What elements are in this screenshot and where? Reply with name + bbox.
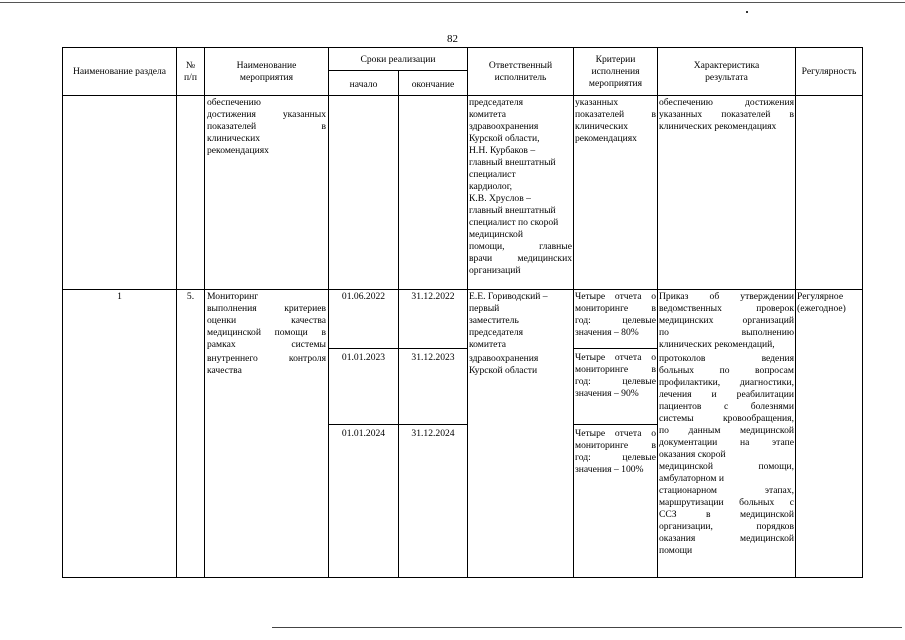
header-num-2: п/п — [184, 72, 197, 83]
text-line: оказания скорой — [659, 449, 726, 460]
text-line: мониторинге в — [575, 303, 656, 314]
text-line: клинических — [207, 133, 261, 144]
text-line: профилактики, диагностики, — [659, 377, 794, 388]
text-line: качества — [207, 365, 242, 376]
text-line: указанных — [575, 97, 619, 108]
text-line: системы кровообращения, — [659, 413, 794, 424]
header-criteria-1: Критерии — [595, 54, 636, 65]
text-line: стационарном этапах, — [659, 485, 794, 496]
text-line: Четыре отчета о — [575, 428, 656, 439]
text-line: комитета — [469, 339, 507, 350]
period-1-start: 01.06.2022 — [341, 291, 386, 302]
text-line: кардиолог, — [469, 181, 512, 192]
text-line: организации, порядков — [659, 521, 794, 532]
text-line: Приказ об утверждении — [659, 291, 794, 302]
text-line: обеспечению — [207, 97, 261, 108]
text-line: документации на этапе — [659, 437, 794, 448]
text-line: здравоохранения — [469, 121, 539, 132]
text-line: больных по вопросам — [659, 365, 794, 376]
header-start: начало — [349, 79, 378, 90]
header-num-1: № — [185, 60, 196, 71]
text-line: маршрутизации больных с — [659, 497, 794, 508]
text-line: значения – 80% — [575, 327, 639, 338]
period-2-start: 01.01.2023 — [341, 352, 386, 363]
text-line: пациентов с болезнями — [659, 401, 794, 412]
text-line: достижения указанных — [207, 109, 326, 120]
table-border-bottom — [62, 577, 863, 578]
text-line: лечения и реабилитации — [659, 389, 794, 400]
text-line: Курской области, — [469, 133, 540, 144]
table-border-top — [62, 47, 863, 48]
text-line: помощи, главные — [469, 241, 572, 252]
text-line: специалист — [469, 169, 516, 180]
text-line: указанных показателей в — [659, 109, 794, 120]
text-line: мониторинге в — [575, 440, 656, 451]
text-line: показателей в — [575, 109, 656, 120]
text-line: ССЗ в медицинской — [659, 509, 794, 520]
item-number: 5. — [186, 291, 195, 302]
text-line: клинических рекомендаций, — [659, 339, 775, 350]
table-border-left — [62, 47, 63, 578]
col-divider — [176, 47, 177, 578]
header-section: Наименование раздела — [72, 66, 167, 77]
scan-speck — [746, 11, 748, 13]
text-line: здравоохранения — [469, 353, 539, 364]
period-3-start: 01.01.2024 — [341, 428, 386, 439]
section-number: 1 — [117, 291, 122, 302]
text-line: Е.Е. Гориводский – — [469, 291, 548, 302]
col-divider — [204, 47, 205, 578]
text-line: специалист по скорой — [469, 217, 559, 228]
period-divider — [328, 348, 467, 349]
header-event-1: Наименование — [236, 60, 297, 71]
text-line: главный внештатный — [469, 205, 556, 216]
text-line: по данным медицинской — [659, 425, 794, 436]
text-line: клинических — [575, 121, 629, 132]
header-subdivider — [328, 70, 467, 71]
text-line: первый — [469, 303, 500, 314]
col-divider — [657, 47, 658, 578]
header-criteria-3: мероприятия — [588, 78, 643, 89]
text-line: рекомендациях — [207, 145, 269, 156]
col-divider — [573, 47, 574, 578]
text-line: председателя — [469, 97, 523, 108]
text-line: врачи медицинских — [469, 253, 572, 264]
header-responsible-2: исполнитель — [494, 72, 547, 83]
text-line: медицинских организаций — [659, 315, 794, 326]
text-line: Четыре отчета о — [575, 291, 656, 302]
header-terms: Сроки реализации — [360, 54, 436, 65]
header-end: окончание — [411, 79, 455, 90]
table-border-right — [862, 47, 863, 578]
text-line: медицинской помощи в — [207, 327, 326, 338]
period-2-end: 31.12.2023 — [411, 352, 455, 363]
top-scan-line — [0, 2, 905, 3]
text-line: ведомственных проверок — [659, 303, 794, 314]
text-line: медицинской помощи, — [659, 461, 794, 472]
header-result-1: Характеристика — [693, 60, 760, 71]
text-line: комитета — [469, 109, 507, 120]
text-line: значения – 100% — [575, 464, 644, 475]
text-line: Н.Н. Курбаков – — [469, 145, 536, 156]
row-divider — [62, 289, 863, 290]
header-result-2: результата — [705, 72, 748, 83]
text-line: показателей в — [207, 121, 326, 132]
period-divider — [328, 424, 467, 425]
header-criteria-2: исполнения — [591, 66, 640, 77]
period-divider — [573, 348, 657, 349]
text-line: Курской области — [469, 365, 538, 376]
text-line: клинических рекомендациях — [659, 121, 777, 132]
col-divider — [328, 47, 329, 578]
text-line: обеспечению достижения — [659, 97, 794, 108]
text-line: оценки качества — [207, 315, 326, 326]
text-line: Четыре отчета о — [575, 352, 656, 363]
header-bottom-border — [62, 95, 863, 96]
text-line: протоколов ведения — [659, 353, 794, 364]
text-line: главный внештатный — [469, 157, 556, 168]
period-3-end: 31.12.2024 — [411, 428, 455, 439]
text-line: К.В. Хруслов – — [469, 193, 531, 204]
text-line: значения – 90% — [575, 388, 639, 399]
header-regularity: Регулярность — [801, 66, 857, 77]
text-line: Мониторинг — [207, 291, 259, 302]
text-line: организаций — [469, 265, 521, 276]
text-line: год: целевые — [575, 452, 656, 463]
text-line: рамках системы — [207, 339, 326, 350]
period-divider — [573, 424, 657, 425]
text-line: год: целевые — [575, 376, 656, 387]
text-line: помощи — [659, 545, 693, 556]
text-line: год: целевые — [575, 315, 656, 326]
page-number: 82 — [447, 33, 458, 45]
text-line: председателя — [469, 327, 523, 338]
col-divider — [467, 47, 468, 578]
period-1-end: 31.12.2022 — [411, 291, 455, 302]
text-line: по выполнению — [659, 327, 794, 338]
text-line: амбулаторном и — [659, 473, 725, 484]
text-line: внутреннего контроля — [207, 353, 326, 364]
text-line: выполнения критериев — [207, 303, 326, 314]
header-responsible-1: Ответственный — [488, 60, 553, 71]
text-line: медицинской — [469, 229, 523, 240]
header-event-2: мероприятия — [239, 72, 294, 83]
col-divider — [398, 70, 399, 578]
text-line: заместитель — [469, 315, 519, 326]
text-line: мониторинге в — [575, 364, 656, 375]
text-line: оказания медицинской — [659, 533, 794, 544]
text-line: (ежегодное) — [797, 303, 846, 314]
text-line: рекомендациях — [575, 133, 637, 144]
bottom-scan-line — [272, 627, 902, 628]
col-divider — [795, 47, 796, 578]
text-line: Регулярное — [797, 291, 844, 302]
